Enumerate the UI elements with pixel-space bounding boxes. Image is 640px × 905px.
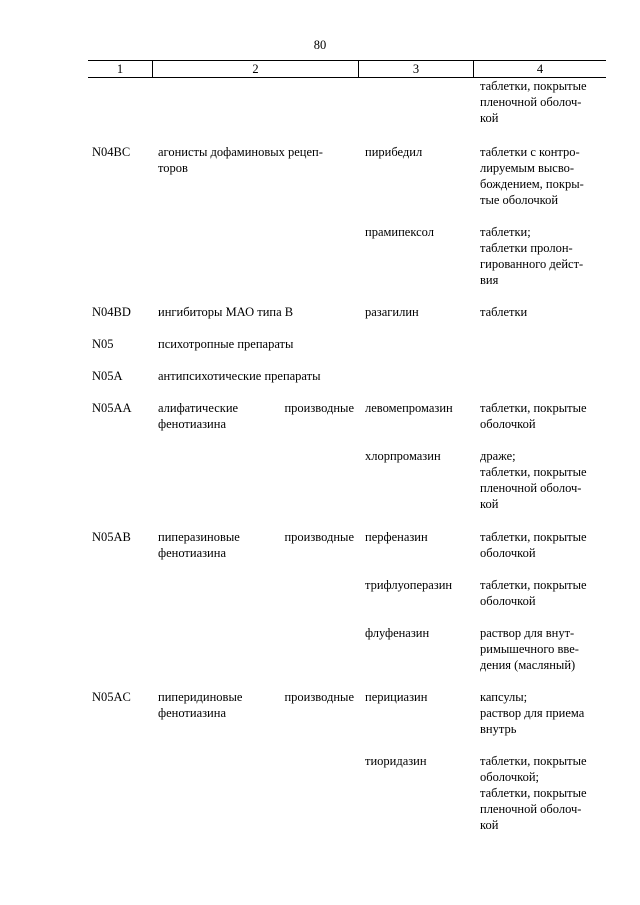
header-col-1: 1 [116, 62, 124, 76]
pharmacological-group: пиперидиновые производные фенотиазина [158, 690, 354, 720]
atc-code: N04BC [92, 145, 131, 159]
dosage-form: раствор для внут- римышечного вве- дения (масляный) [480, 626, 579, 672]
pharmacological-group: агонисты дофаминовых рецеп- торов [158, 145, 323, 175]
atc-code: N05A [92, 369, 123, 383]
dosage-form: драже; таблетки, покрытые пленочной оболоч- кой [480, 449, 587, 511]
dosage-form: таблетки; таблетки пролон- гированного дейст- вия [480, 225, 584, 287]
drug-name: тиоридазин [365, 754, 427, 768]
atc-code: N05AB [92, 530, 131, 544]
drug-name: хлорпромазин [365, 449, 441, 463]
dosage-form: таблетки с контро- лируемым высво- бождением, покры- тые оболочкой [480, 145, 584, 207]
drug-name: пирибедил [365, 145, 423, 159]
drug-name: перициазин [365, 690, 428, 704]
pharmacological-group: пиперазиновые производные фенотиазина [158, 530, 354, 560]
drug-name: разагилин [365, 305, 419, 319]
atc-code: N04BD [92, 305, 131, 319]
dosage-form: таблетки [480, 305, 528, 319]
dosage-form: таблетки, покрытые оболочкой [480, 401, 587, 431]
dosage-form: таблетки, покрытые оболочкой [480, 578, 587, 608]
atc-code: N05AC [92, 690, 131, 704]
drug-name: трифлуоперазин [365, 578, 453, 592]
dosage-form: капсулы; раствор для приема внутрь [480, 690, 585, 736]
pharmacological-group: психотропные препараты [158, 337, 294, 351]
drug-name: флуфеназин [365, 626, 430, 640]
atc-code: N05 [92, 337, 114, 351]
dosage-form: таблетки, покрытые оболочкой; таблетки, покрытые пленочной оболоч- кой [480, 754, 587, 832]
drug-name: перфеназин [365, 530, 428, 544]
pharmacological-group: алифатические производные фенотиазина [158, 401, 354, 431]
dosage-form: таблетки, покрытые пленочной оболоч- кой [480, 79, 587, 125]
header-col-3: 3 [358, 61, 473, 77]
pharmacological-group: антипсихотические препараты [158, 369, 321, 383]
drug-name: левомепромазин [365, 401, 453, 415]
pharmacological-group: ингибиторы МАО типа B [158, 305, 294, 319]
header-col-4: 4 [473, 61, 606, 77]
header-col-2: 2 [152, 61, 358, 77]
dosage-form: таблетки, покрытые оболочкой [480, 530, 587, 560]
drug-name: прамипексол [365, 225, 434, 239]
table-header [88, 60, 606, 78]
atc-code: N05AA [92, 401, 132, 415]
page-number: 80 [313, 38, 327, 52]
